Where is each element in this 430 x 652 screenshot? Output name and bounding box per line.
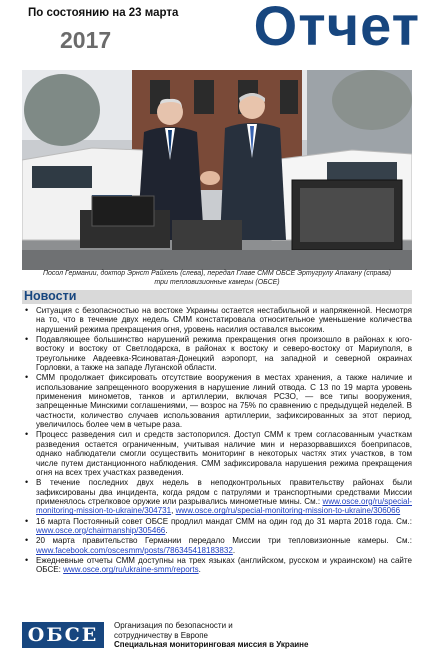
news-item-text: Подавляющее большинство нарушений режима прекращения огня произошло в районах к юго-востоку и востоку от Светлодарска, в районах к востоку и северо-востоку от Мариуполя, в треугольнике Авдеевка-Ясиноватая-Донецкий аэропорт, на западной и северной окраинах Горловки, а также на западе Луганской области. (36, 335, 412, 373)
photo-caption-line2: три тепловизионные камеры (ОБСЕ) (154, 278, 280, 286)
news-item-text: 20 марта правительство Германии передало Миссии три тепловизионные камеры. См.: (36, 536, 412, 546)
news-item (22, 306, 412, 334)
news-item-text: Процесс разведения сил и средств застопорился. Доступ СММ к трем согласованным участкам разведения остается ограниченным, учитывая наличие мин и неразорвавшихся боеприпасов, однако наблюдатели смогли осуществить мониторинг в некоторых частях этих участков, в том числе путем дистанционного наблюдения. СММ зафиксировала нарушения режима прекращения огня на всех трех участках разведения. (36, 430, 412, 477)
news-item (22, 478, 412, 515)
news-item-text: Ежедневные отчеты СММ доступны на трех языках (английском, русском и украинском) на сайте ОБСЕ: (36, 555, 412, 575)
news-item-text: Ситуация с безопасностью на востоке Украины остается нестабильной и напряженной. Несмотря на то, что в течение двух недель СММ констатировала относительное уменьшение количества нарушений режима прекращения огня, уровень насилия оставался высоким. (36, 306, 412, 334)
link-separator: , (171, 506, 174, 516)
footer (22, 620, 412, 652)
item-end: . (198, 565, 201, 575)
news-item (22, 536, 412, 555)
report-year: 2017 (60, 27, 112, 53)
facebook-link[interactable]: www.facebook.com/oscesmm/posts/786345418183832 (36, 545, 233, 555)
handover-photo (22, 70, 412, 270)
news-list (22, 306, 412, 576)
news-item (22, 556, 412, 575)
news-item (22, 335, 412, 372)
news-item (22, 430, 412, 477)
news-heading: Новости (24, 289, 77, 303)
incident-link-1[interactable]: www.osce.org/ru/special-monitoring-mission-to-ukraine/304731 (36, 496, 412, 516)
item-end: . (232, 545, 236, 555)
footer-org-line2: сотрудничеству в Европе (114, 630, 208, 640)
footer-org (114, 621, 308, 650)
item-end: . (165, 525, 168, 535)
incident-link-2[interactable]: www.osce.org/ru/special-monitoring-mission-to-ukraine/306066 (175, 506, 401, 516)
news-section-header (22, 290, 412, 304)
chairmanship-link[interactable]: www.osce.org/chairmanship/305466 (36, 525, 166, 535)
reports-link[interactable]: www.osce.org/ru/ukraine-smm/reports (63, 565, 199, 575)
report-title: Отчет (253, 0, 420, 57)
news-item-text: 16 марта Постоянный совет ОБСЕ продлил мандат СММ на один год до 31 марта 2018 года. См.: (36, 516, 412, 526)
report-date: По состоянию на 23 марта (28, 7, 179, 19)
news-item-text: В течение последних двух недель в неподконтрольных правительству районах были зафиксированы два инцидента, когда рядом с патрулями и транспортными средствами Миссии применялось стрелковое оружие или разрывались минометные мины. См.: (36, 478, 412, 506)
footer-org-line1: Организация по безопасности и (114, 621, 233, 630)
news-item-text: СММ продолжает фиксировать отсутствие вооружения в местах хранения, а также наличие и использование запрещенного вооружения в нарушение линий отвода. С 13 по 19 марта уровень применения минометов, танков и артиллерии, включая РСЗО, — все типы вооружения, запрещенные Минскими соглашениями, — возрос на 75% по сравнению с предыдущей неделей. В частности, количество случаев использования артиллерии, зафиксированных за этот период, увеличилось более чем в четыре раза. (36, 373, 412, 430)
photo-caption-line1: Посол Германии, доктор Эрнст Райхель (слева), передал Главе СММ ОБСЕ Эртугрулу Апакану (справа) (42, 270, 392, 277)
news-item (22, 517, 412, 536)
photo-caption (22, 270, 412, 288)
osce-logo: ОБСЕ (22, 622, 104, 648)
news-item (22, 373, 412, 429)
footer-mission-name: Специальная мониторинговая миссия в Украине (114, 640, 309, 650)
